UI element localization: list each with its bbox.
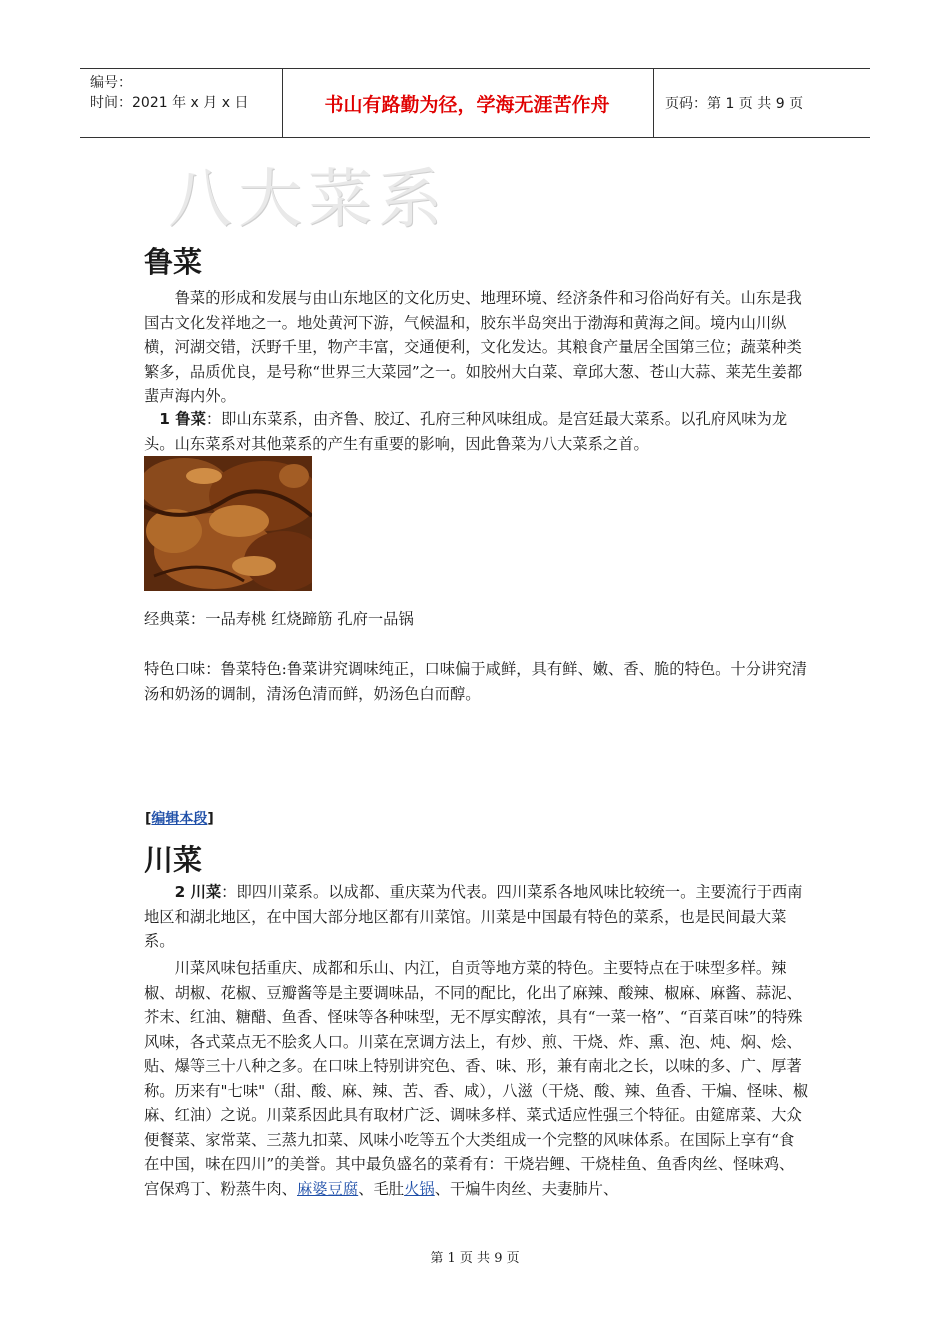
edit-link[interactable]: 编辑本段	[151, 811, 208, 827]
lu-definition	[144, 407, 809, 456]
chuan-item-text: ：即四川菜系。以成都、重庆菜为代表。四川菜系各地风味比较统一。主要流行于西南地区和湖北地区，在中国大部分地区都有川菜馆。川菜是中国最有特色的菜系，也是民间最大菜系。	[144, 883, 803, 950]
edit-section-link	[145, 808, 214, 828]
page-footer: 第 1 页 共 9 页	[430, 1251, 520, 1266]
lu-item-text: ：即山东菜系，由齐鲁、胶辽、孔府三种风味组成。是宫廷最大菜系。以孔府风味为龙头。山东菜系对其他菜系的产生有重要的影响，因此鲁菜为八大菜系之首。	[144, 410, 788, 453]
section-title-chuan: 川菜	[144, 843, 203, 877]
page-header	[80, 68, 870, 138]
lu-intro: 鲁菜的形成和发展与由山东地区的文化历史、地理环境、经济条件和习俗尚好有关。山东是我国古文化发祥地之一。地处黄河下游，气候温和，胶东半岛突出于渤海和黄海之间。境内山川纵横，河湖交错，沃野千里，物产丰富，交通便利，文化发达。其粮食产量居全国第三位；蔬菜种类繁多，品质优良，是号称“世界三大菜园”之一。如胶州大白菜、章邱大葱、苍山大蒜、莱芜生姜都蜚声海内外。	[144, 289, 803, 405]
bracket-open: [	[145, 811, 152, 827]
braised-dish-image	[144, 456, 312, 591]
date-label: 时间：2021 年 x 月 x 日	[90, 95, 249, 111]
chuan-item-label: 2 川菜	[174, 883, 222, 901]
dish-photo	[144, 456, 312, 591]
chuan-definition	[144, 880, 809, 954]
header-page-label: 页码：第 1 页 共 9 页	[665, 96, 804, 112]
chuan-body-text: 川菜风味包括重庆、成都和乐山、内江，自贡等地方菜的特色。主要特点在于味型多样。辣椒、胡椒、花椒、豆瓣酱等是主要调味品，不同的配比，化出了麻辣、酸辣、椒麻、麻酱、蒜泥、芥末、红油、糖醋、鱼香、怪味等各种味型，无不厚实醇浓，具有“一菜一格”、“百菜百味”的特殊风味，各式菜点无不脍炙人口。川菜在烹调方法上，有炒、煎、干烧、炸、熏、泡、炖、焖、烩、贴、爆等三十八种之多。在口味上特别讲究色、香、味、形，兼有南北之长，以味的多、广、厚著称。历来有"七味"（甜、酸、麻、辣、苦、香、咸），八滋（干烧、酸、辣、鱼香、干煸、怪味、椒麻、红油）之说。川菜系因此具有取材广泛、调味多样、菜式适应性强三个特征。由筵席菜、大众便餐菜、家常菜、三蒸九扣菜、风味小吃等五个大类组成一个完整的风味体系。在国际上享有“食在中国，味在四川”的美誉。其中最负盛名的菜肴有：干烧岩鲤、干烧桂鱼、鱼香肉丝、怪味鸡、宫保鸡丁、粉蒸牛肉、	[144, 959, 809, 1198]
lu-item-label: 1 鲁菜	[159, 410, 206, 428]
mapo-tofu-link[interactable]: 麻婆豆腐	[296, 1179, 359, 1198]
chuan-body	[144, 956, 809, 1201]
bracket-close: ]	[207, 811, 214, 827]
chuan-body-tail: 、干煸牛肉丝、夫妻肺片、	[434, 1179, 619, 1198]
lu-classic-dishes: 经典菜：一品寿桃 红烧蹄筋 孔府一品锅	[144, 610, 414, 628]
lu-flavor: 特色口味：鲁菜特色:鲁菜讲究调味纯正，口味偏于咸鲜，具有鲜、嫩、香、脆的特色。十分讲究清汤和奶汤的调制，清汤色清而鲜，奶汤色白而醇。	[144, 660, 807, 703]
hotpot-link[interactable]: 火锅	[404, 1179, 435, 1198]
header-divider	[653, 69, 654, 137]
section-title-lu: 鲁菜	[144, 245, 203, 279]
number-label: 编号：	[90, 75, 132, 91]
header-meta	[90, 73, 248, 113]
header-motto: 书山有路勤为径，学海无涯苦作舟	[324, 93, 610, 116]
chuan-body-separator: 、毛肚	[358, 1179, 405, 1198]
watermark-title: 八大菜系	[168, 163, 448, 237]
